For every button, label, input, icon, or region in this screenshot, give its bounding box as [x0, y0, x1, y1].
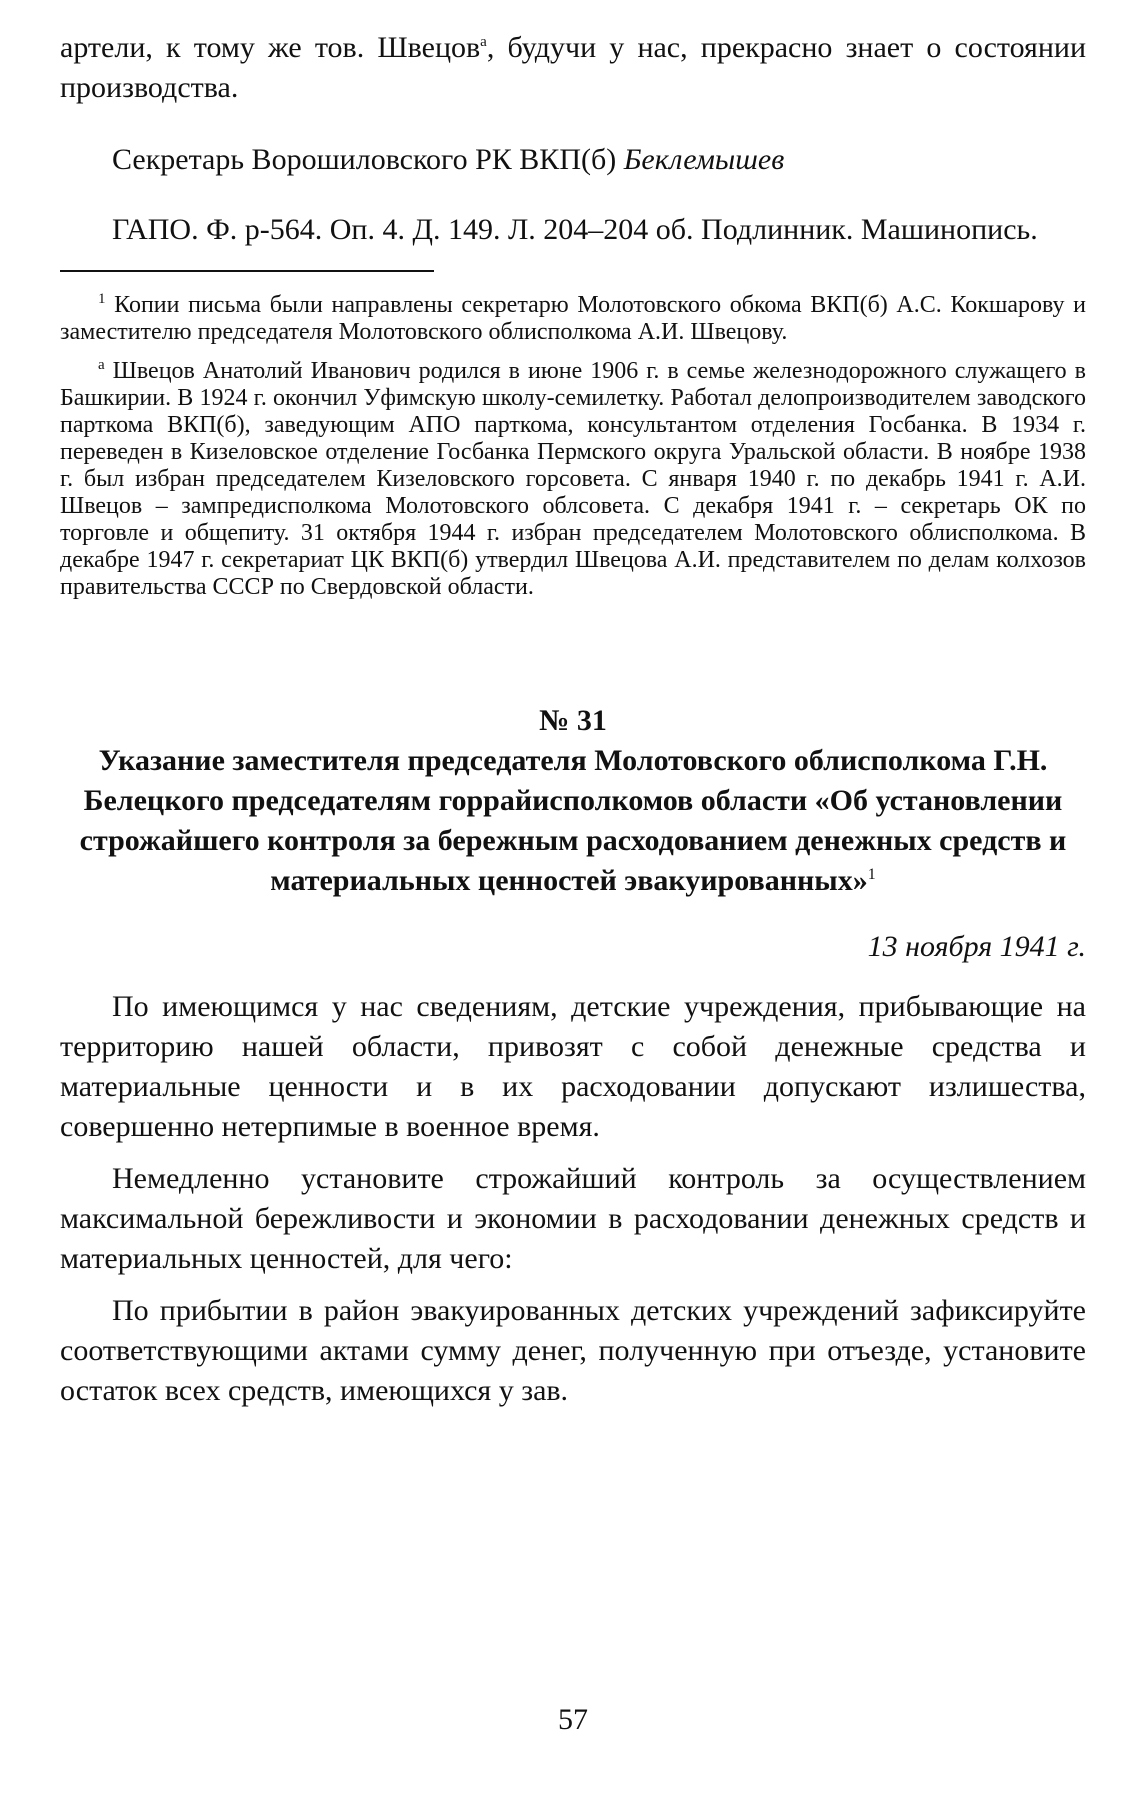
- document-header: [60, 701, 1086, 901]
- signature-title: Секретарь Ворошиловского РК ВКП(б): [112, 143, 624, 176]
- body-paragraph: Немедленно установите строжайший контроль за осуществлением максимальной бережливости и экономии в расходовании денежных средств и материальных ценностей, для чего:: [60, 1162, 1086, 1275]
- signature-name: Беклемышев: [623, 143, 785, 176]
- continuation-rest: , будучи у нас, прекрасно знает о состоянии производства.: [60, 31, 1087, 104]
- title-footnote-marker: 1: [867, 866, 876, 883]
- document-title-text: Указание заместителя председателя Молотовского облисполкома Г.Н. Белецкого председателям горрайисполкомов области «Об установлении строжайшего контроля за бережным расходованием денежных средств и материальных ценностей эвакуированных»: [79, 744, 1067, 897]
- archive-reference: ГАПО. Ф. р-564. Оп. 4. Д. 149. Л. 204–204 об. Подлинник. Машинопись.: [112, 213, 1038, 246]
- footnote-marker: 1: [98, 291, 106, 307]
- document-page: [60, 28, 1086, 1411]
- footnote: [60, 358, 1086, 601]
- footnote: [60, 292, 1086, 346]
- footnote-text: Копии письма были направлены секретарю Молотовского обкома ВКП(б) А.С. Кокшарову и заместителю председателя Молотовского облисполкома А.И. Швецову.: [60, 292, 1087, 345]
- document-title: [60, 741, 1086, 901]
- footnote-text: Швецов Анатолий Иванович родился в июне 1906 г. в семье железнодорожного служащего в Башкирии. В 1924 г. окончил Уфимскую школу-семилетку. Работал делопроизводителем заводского парткома ВКП(б), заведующим АПО парткома, консультантом отделения Госбанка. В 1934 г. переведен в Кизеловское отделение Госбанка Пермского округа Уральской области. В ноябре 1938 г. был избран председателем Кизеловского горсовета. С января 1940 г. по декабрь 1941 г. А.И. Швецов – зампредисполкома Молотовского облсовета. С декабря 1941 г. – секретарь ОК по торговле и общепиту. 31 октября 1944 г. избран председателем Молотовского облисполкома. В декабре 1947 г. секретариат ЦК ВКП(б) утвердил Швецова А.И. представителем по делам колхозов правительства СССР по Свердовской области.: [60, 358, 1087, 600]
- continuation-text: артели, к тому же тов. Швецов: [60, 31, 481, 64]
- body-paragraph: По имеющимся у нас сведениям, детские учреждения, прибывающие на территорию нашей области, привозят с собой денежные средства и материальные ценности и в их расходовании допускают излишества, совершенно нетерпимые в военное время.: [60, 990, 1086, 1143]
- signature-line: [60, 140, 1086, 180]
- continuation-paragraph: [60, 28, 1086, 108]
- page-number: 57: [558, 1703, 588, 1736]
- footnote-marker: а: [98, 357, 105, 373]
- document-number: № 31: [539, 704, 607, 737]
- body-paragraph: По прибытии в район эвакуированных детских учреждений зафиксируйте соответствующими актами сумму денег, полученную при отъезде, установите остаток всех средств, имеющихся у зав.: [60, 1294, 1086, 1407]
- footnote-divider: [60, 270, 434, 272]
- footnote-marker: а: [480, 34, 487, 50]
- document-date: 13 ноября 1941 г.: [867, 930, 1086, 963]
